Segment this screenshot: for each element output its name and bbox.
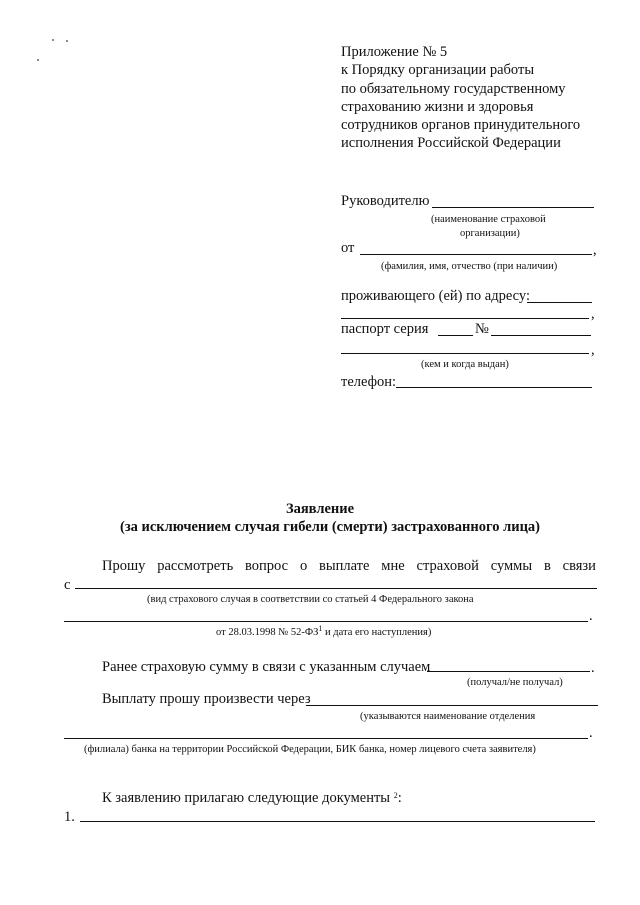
request-word: мне bbox=[381, 558, 405, 574]
appendix-line: исполнения Российской Федерации bbox=[341, 135, 561, 152]
scan-speck bbox=[66, 40, 68, 42]
passport-number-label: № bbox=[475, 321, 489, 337]
phone-label: телефон: bbox=[341, 374, 397, 390]
comma: , bbox=[591, 306, 595, 322]
issued-hint: (кем и когда выдан) bbox=[421, 359, 509, 370]
appendix-line: по обязательному государственному bbox=[341, 80, 566, 97]
from-label: от bbox=[341, 240, 355, 256]
comma: , bbox=[591, 342, 595, 358]
previous-payment-label: Ранее страховую сумму в связи с указанным случаем bbox=[102, 659, 431, 675]
scan-speck bbox=[52, 39, 54, 41]
branch-hint: (указываются наименование отделения bbox=[360, 711, 536, 722]
scan-speck bbox=[37, 59, 39, 61]
address-field-2[interactable] bbox=[341, 318, 589, 319]
period: . bbox=[589, 725, 593, 741]
appendix-line: Приложение № 5 bbox=[341, 44, 448, 60]
request-text bbox=[102, 557, 596, 575]
request-word: выплате bbox=[319, 558, 370, 574]
request-word: вопрос bbox=[245, 558, 289, 574]
passport-series-field[interactable] bbox=[438, 335, 473, 336]
document-title: Заявление bbox=[285, 501, 355, 517]
insurer-name-field[interactable] bbox=[432, 207, 594, 208]
item-number-1: 1. bbox=[64, 809, 75, 825]
insured-event-field[interactable] bbox=[75, 588, 597, 589]
period: . bbox=[589, 608, 593, 624]
received-hint: (получал/не получал) bbox=[467, 677, 563, 688]
appendix-line: страхованию жизни и здоровья bbox=[341, 98, 534, 115]
address-label: проживающего (ей) по адресу: bbox=[341, 288, 530, 304]
appendix-line: сотрудников органов принудительного bbox=[341, 117, 581, 134]
passport-series-label: паспорт серия bbox=[341, 321, 429, 337]
name-hint: (фамилия, имя, отчество (при наличии) bbox=[381, 261, 558, 272]
previous-payment-field[interactable] bbox=[427, 671, 590, 672]
bank-details-field[interactable] bbox=[64, 738, 588, 739]
passport-number-field[interactable] bbox=[491, 335, 591, 336]
bank-hint: (филиала) банка на территории Российской Федерации, БИК банка, номер лицевого счета заявителя) bbox=[84, 744, 536, 755]
address-field-1[interactable] bbox=[527, 302, 592, 303]
bank-branch-field[interactable] bbox=[306, 705, 598, 706]
appendix-line: к Порядку организации работы bbox=[341, 62, 535, 79]
period: . bbox=[591, 660, 595, 676]
applicant-name-field[interactable] bbox=[360, 254, 592, 255]
request-word: связи bbox=[562, 558, 596, 574]
appendix-block bbox=[341, 43, 580, 153]
request-word: о bbox=[299, 558, 308, 574]
phone-field[interactable] bbox=[396, 387, 592, 388]
passport-issued-field[interactable] bbox=[341, 353, 589, 354]
request-word: страховой bbox=[416, 558, 479, 574]
case-hint: (вид страхового случая в соответствии со статьей 4 Федерального закона bbox=[147, 594, 474, 605]
request-word: суммы bbox=[490, 558, 533, 574]
with-label: с bbox=[64, 577, 71, 593]
attachments-label: К заявлению прилагаю следующие документы $^2$: bbox=[102, 790, 402, 806]
insurer-hint-1: (наименование страховой bbox=[431, 214, 546, 225]
insurer-hint-2: организации) bbox=[460, 228, 520, 239]
law-hint: от 28.03.1998 № $52-ФЗ^1$ и дата его наступления) bbox=[216, 624, 432, 638]
request-word: в bbox=[543, 558, 551, 574]
request-word: рассмотреть bbox=[157, 558, 234, 574]
payment-label: Выплату прошу произвести через bbox=[102, 691, 311, 707]
document-subtitle: (за исключением случая гибели (смерти) застрахованного лица) bbox=[119, 519, 541, 535]
insured-event-date-field[interactable] bbox=[64, 621, 588, 622]
request-word: Прошу bbox=[102, 558, 146, 574]
comma: , bbox=[593, 242, 597, 258]
director-label: Руководителю bbox=[341, 193, 430, 209]
attachment-field-1[interactable] bbox=[80, 821, 595, 822]
